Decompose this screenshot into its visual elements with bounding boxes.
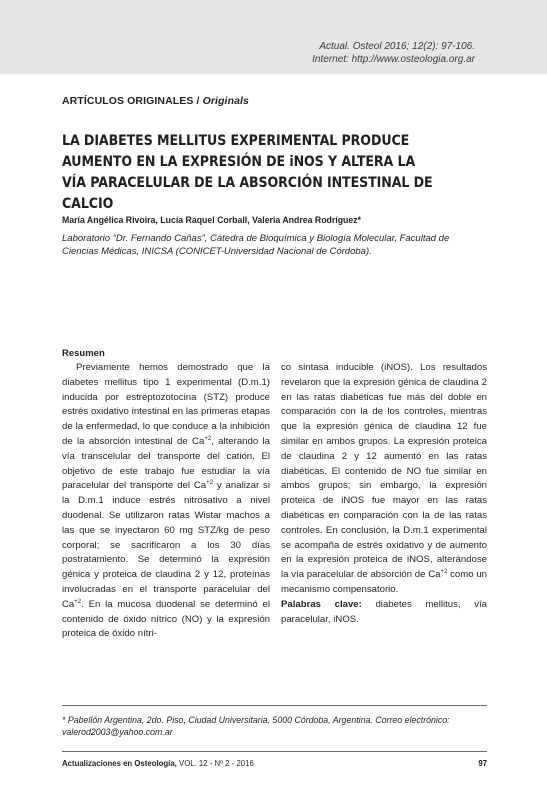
section-label <box>62 95 249 107</box>
keywords-label: Palabras clave: <box>281 598 362 610</box>
abstract-text: , alterando la vía transcelular del transporte del catión. El objetivo de este trabajo fue estudiar la vía paracelular del transporte del Ca <box>62 435 270 492</box>
section-label-italic: Originals <box>202 95 249 107</box>
footer-journal-name: Actualizaciones en Osteología, <box>62 759 177 768</box>
abstract-left-column <box>62 361 270 642</box>
abstract-text: . En la mucosa duodenal se determinó el contenido de óxido nítrico (NO) y la expresión proteica de óxido nítri- <box>62 598 270 640</box>
journal-url: Internet: http://www.osteologia.org.ar <box>312 54 475 65</box>
authors: María Angélica Rivoira, Lucía Raquel Corball, Valeria Andrea Rodríguez* <box>62 215 362 226</box>
page-number: 97 <box>478 759 487 768</box>
keywords <box>281 598 487 628</box>
keywords-text: diabetes mellitus, vía paracelular, iNOS. <box>281 598 487 625</box>
superscript: +2 <box>204 435 212 442</box>
abstract-heading: Resumen <box>62 348 105 359</box>
affiliation: Laboratorio “Dr. Fernando Cañas”, Cátedra de Bioquímica y Biología Molecular, Facultad de Ciencias Médicas, INICSA (CONICET-Universidad Nacional de Córdoba). <box>62 233 450 257</box>
abstract-text: Previamente hemos demostrado que la diabetes mellitus tipo 1 experimental (D.m.1) inducida por estreptozotocina (STZ) produce estrés oxidativo intestinal en las primeras etapas de la enfermedad, lo que conduce a la inhibición de la absorción intestinal de Ca <box>62 362 270 447</box>
abstract-right-column <box>281 361 487 627</box>
section-label-text: ARTÍCULOS ORIGINALES / <box>62 95 203 107</box>
abstract-paragraph-continued <box>281 361 487 598</box>
journal-citation <box>312 40 475 66</box>
superscript: +2 <box>206 480 213 487</box>
footer-volume: VOL. 12 - Nº 2 - 2016 <box>176 759 254 768</box>
superscript: +2 <box>440 568 448 575</box>
abstract-text: como un mecanismo compensatorio. <box>281 569 487 595</box>
footer-journal <box>62 759 254 768</box>
footnote-divider <box>62 705 487 706</box>
abstract-text-continued: co sintasa inducible (iNOS). Los resultados revelaron que la expresión génica de claudina 2 en las ratas diabéticas fue más del doble en comparación con la de los controles, mientras que la expresión génica de claudina 12 fue similar en ambos grupos. La expresión proteica de claudina 2 y 12 aumentó en las ratas diabéticas. El contenido de NO fue similar en ambos grupos; sin embargo, la expresión proteica de iNOS fue mayor en las ratas diabéticas en comparación con la de las ratas controles. En conclusión, la D.m.1 experimental se acompaña de estrés oxidativo y de aumento en la expresión proteica de iNOS, alterándose la vía paracelular de absorción de Ca <box>281 362 487 581</box>
abstract-paragraph <box>62 361 270 642</box>
citation-line: Actual. Osteol 2016; 12(2): 97-106. <box>319 41 475 52</box>
footnote: * Pabellón Argentina, 2do. Piso, Ciudad Universitaria, 5000 Córdoba, Argentina. Correo electrónico: valerod2003@yahoo.com.ar <box>62 715 450 737</box>
superscript: +2 <box>74 598 82 605</box>
abstract-text: y analizar si la D.m.1 induce estrés nitrosativo a nivel duodenal. Se utilizaron ratas Wistar machos a las que se inyectaron 60 mg STZ/kg de peso corporal; se sacrificaron a los 30 días postratamiento. Se determinó la expresión génica y proteica de claudina 2 y 12, proteínas involucradas en el transporte paracelular del Ca <box>62 480 270 610</box>
article-title: LA DIABETES MELLITUS EXPERIMENTAL PRODUCE AUMENTO EN LA EXPRESIÓN DE iNOS Y ALTERA LA VÍA PARACELULAR DE LA ABSORCIÓN INTESTINAL DE CALCIO <box>62 133 433 212</box>
footer-divider <box>62 751 487 752</box>
